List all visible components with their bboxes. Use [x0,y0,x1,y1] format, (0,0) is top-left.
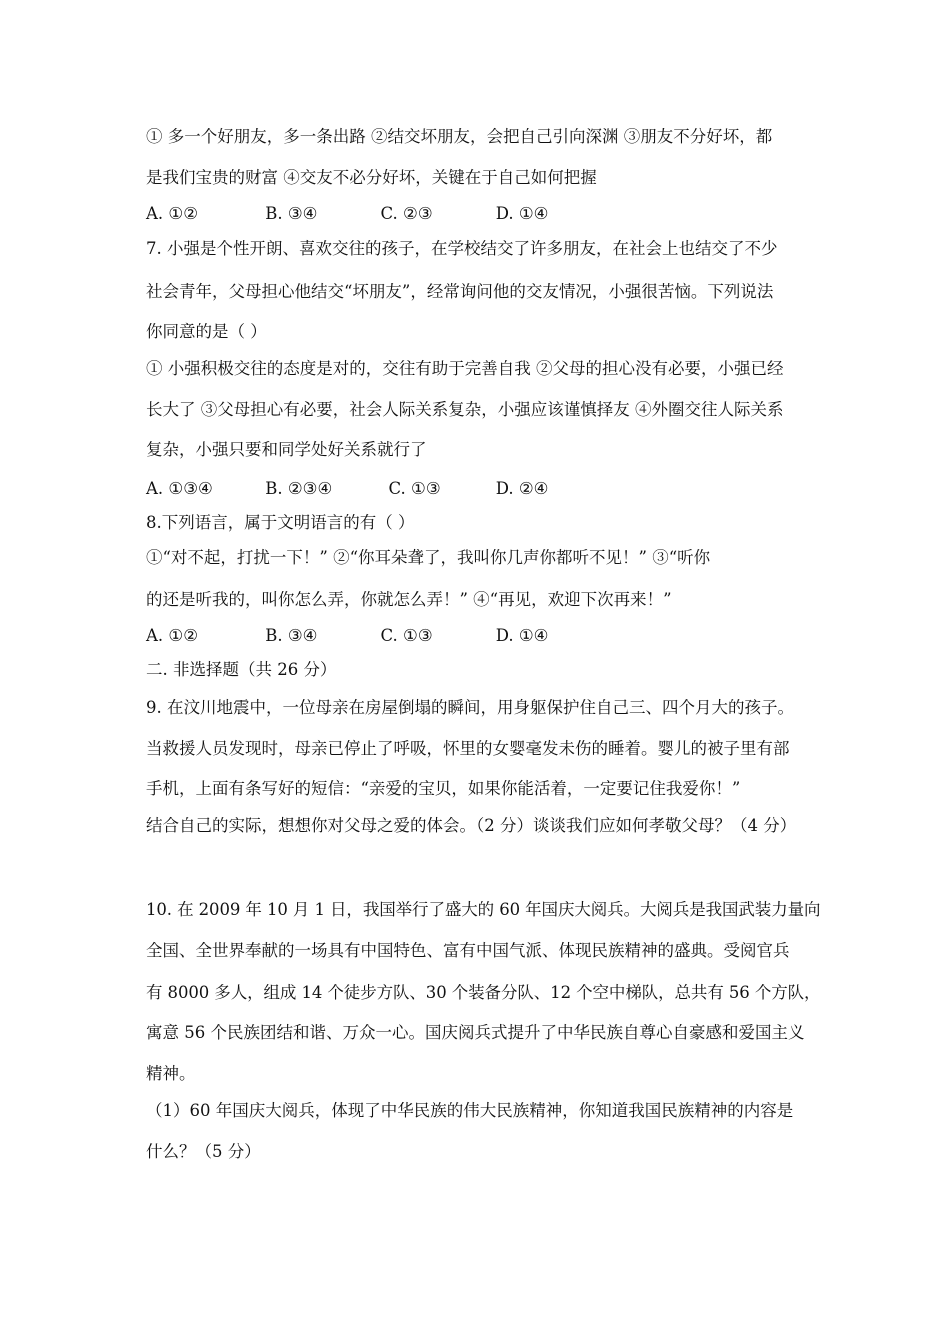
q7-line-6: 复杂，小强只要和同学处好关系就行了 [146,440,427,459]
q9-line-3: 手机，上面有条写好的短信：“亲爱的宝贝，如果你能活着，一定要记住我爱你！” [146,779,741,798]
q10-sub1-line-2: 什么？（5 分） [146,1142,261,1161]
q7-line-2: 社会青年，父母担心他结交“坏朋友”，经常询问他的交友情况，小强很苦恼。下列说法 [146,282,774,301]
q6-options [146,206,548,223]
q8-line-2: ①“对不起，打扰一下！” ②“你耳朵聋了，我叫你几声你都听不见！” ③“听你 [146,548,711,567]
q10-line-2: 全国、全世界奉献的一场具有中国特色、富有中国气派、体现民族精神的盛典。受阅官兵 [146,941,790,960]
q9-line-4: 结合自己的实际，想想你对父母之爱的体会。（2 分）谈谈我们应如何孝敬父母？（4 分） [146,816,797,835]
q8-option-d: D. ①④ [495,626,549,645]
q7-option-c: C. ①③ [388,479,441,498]
q7-line-1: 7. 小强是个性开朗、喜欢交往的孩子，在学校结交了许多朋友，在社会上也结交了不少 [146,239,778,258]
q7-option-d: D. ②④ [495,479,549,498]
q8-option-c: C. ①③ [380,626,433,645]
q8-line-1: 8.下列语言，属于文明语言的有（ ） [146,513,415,532]
q10-line-3: 有 8000 多人，组成 14 个徒步方队、30 个装备分队、12 个空中梯队，总共有 56 个方队， [146,983,821,1002]
q7-line-3: 你同意的是（ ） [146,322,267,341]
q6-option-d: D. ①④ [495,204,549,223]
q8-option-a: A. ①② [146,626,198,645]
q9-line-1: 9. 在汶川地震中，一位母亲在房屋倒塌的瞬间，用身躯保护住自己三、四个月大的孩子。 [146,698,794,717]
q7-options [146,481,548,498]
q10-line-1: 10. 在 2009 年 10 月 1 日，我国举行了盛大的 60 年国庆大阅兵。大阅兵是我国武装力量向 [146,900,821,919]
q10-line-5: 精神。 [146,1064,196,1083]
q10-sub1-line-1: （1）60 年国庆大阅兵，体现了中华民族的伟大民族精神，你知道我国民族精神的内容是 [146,1101,794,1120]
q7-line-5: 长大了 ③父母担心有必要，社会人际关系复杂，小强应该谨慎择友 ④外圈交往人际关系 [146,400,784,419]
q6-line-1: ① 多一个好朋友，多一条出路 ②结交坏朋友，会把自己引向深渊 ③朋友不分好坏，都 [146,127,773,146]
q8-line-3: 的还是听我的，叫你怎么弄，你就怎么弄！” ④“再见，欢迎下次再来！” [146,590,672,609]
q7-line-4: ① 小强积极交往的态度是对的，交往有助于完善自我 ②父母的担心没有必要，小强已经 [146,359,784,378]
q7-option-a: A. ①③④ [146,479,213,498]
q6-option-b: B. ③④ [265,204,318,223]
q6-line-2: 是我们宝贵的财富 ④交友不必分好坏，关键在于自己如何把握 [146,168,597,187]
q8-option-b: B. ③④ [265,626,318,645]
q9-line-2: 当救援人员发现时，母亲已停止了呼吸，怀里的女婴毫发未伤的睡着。婴儿的被子里有部 [146,739,790,758]
q6-option-a: A. ①② [146,204,198,223]
q6-option-c: C. ②③ [380,204,433,223]
section-2-title: 二. 非选择题（共 26 分） [146,660,337,679]
q7-option-b: B. ②③④ [265,479,333,498]
q10-line-4: 寓意 56 个民族团结和谐、万众一心。国庆阅兵式提升了中华民族自尊心自豪感和爱国主义 [146,1023,805,1042]
q8-options [146,628,548,645]
